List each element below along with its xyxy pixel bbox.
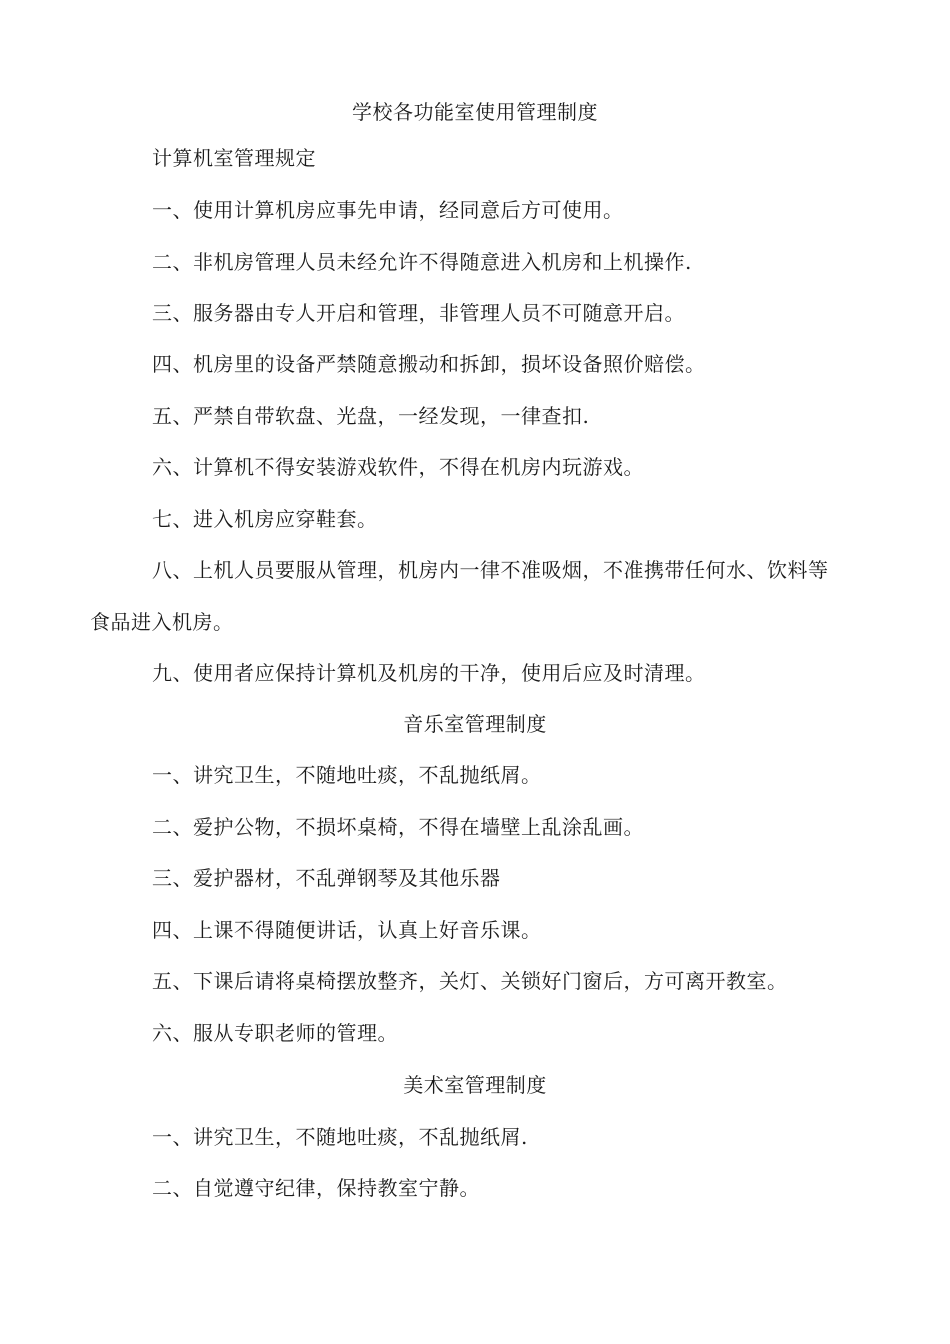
computer-rule-5: 五、严禁自带软盘、光盘，一经发现，一律查扣. (152, 404, 590, 428)
computer-rule-4: 四、机房里的设备严禁随意搬动和拆卸，损坏设备照价赔偿。 (152, 352, 706, 376)
computer-rule-1: 一、使用计算机房应事先申请，经同意后方可使用。 (152, 198, 624, 222)
music-room-heading: 音乐室管理制度 (403, 712, 547, 736)
music-rule-5: 五、下课后请将桌椅摆放整齐，关灯、关锁好门窗后，方可离开教室。 (152, 969, 788, 993)
computer-room-heading: 计算机室管理规定 (152, 146, 316, 170)
computer-rule-3: 三、服务器由专人开启和管理，非管理人员不可随意开启。 (152, 301, 685, 325)
computer-rule-7: 七、进入机房应穿鞋套。 (152, 507, 378, 531)
art-room-heading: 美术室管理制度 (403, 1073, 547, 1097)
music-rule-3: 三、爱护器材，不乱弹钢琴及其他乐器 (152, 866, 501, 890)
music-rule-6: 六、服从专职老师的管理。 (152, 1021, 398, 1045)
music-rule-1: 一、讲究卫生，不随地吐痰，不乱抛纸屑。 (152, 763, 542, 787)
computer-rule-9: 九、使用者应保持计算机及机房的干净，使用后应及时清理。 (152, 661, 706, 685)
computer-rule-8: 八、上机人员要服从管理，机房内一律不准吸烟，不准携带任何水、饮料等 (152, 558, 829, 582)
computer-rule-8-continued: 食品进入机房。 (90, 610, 234, 634)
art-rule-2: 二、自觉遵守纪律，保持教室宁静。 (152, 1176, 480, 1200)
computer-rule-2: 二、非机房管理人员未经允许不得随意进入机房和上机操作. (152, 250, 692, 274)
computer-rule-6: 六、计算机不得安装游戏软件，不得在机房内玩游戏。 (152, 455, 644, 479)
document-title: 学校各功能室使用管理制度 (352, 100, 598, 124)
art-rule-1: 一、讲究卫生，不随地吐痰，不乱抛纸屑. (152, 1125, 528, 1149)
music-rule-4: 四、上课不得随便讲话，认真上好音乐课。 (152, 918, 542, 942)
music-rule-2: 二、爱护公物，不损坏桌椅，不得在墙壁上乱涂乱画。 (152, 815, 644, 839)
